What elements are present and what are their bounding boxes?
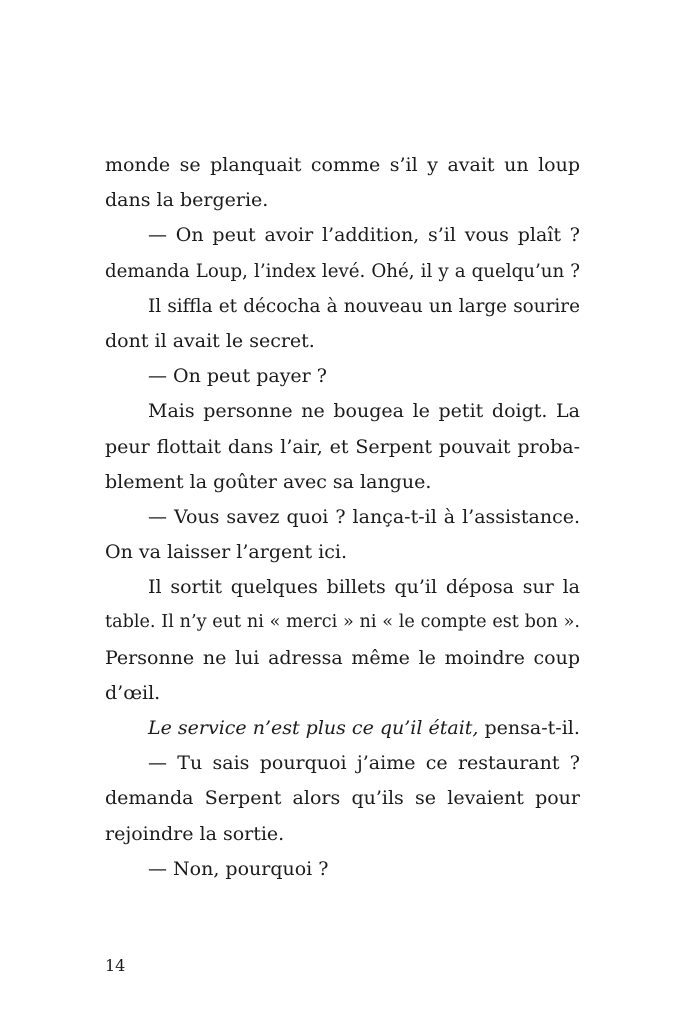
text-line-5: Il siffla et décocha à nouveau un large sourire [148,295,580,317]
text-line-16: d’œil. [105,681,161,704]
text-line-20: rejoindre la sortie. [105,822,285,845]
text-line-13: Il sortit quelques billets qu’il déposa sur la [148,576,580,599]
text-line-10: blement la goûter avec sa langue. [105,470,432,493]
page-number: 14 [105,956,126,975]
text-line-8: Mais personne ne bougea le petit doigt. La [148,400,580,423]
text-line-7: — On peut payer ? [148,365,327,388]
text-line-2: dans la bergerie. [105,189,269,212]
text-line-9: peur flottait dans l’air, et Serpent pouvait proba- [105,435,580,458]
text-line-14: table. Il n’y eut ni « merci » ni « le compte est bon ». [105,612,580,633]
body-text [105,148,580,887]
text-line-12: On va laisser l’argent ici. [105,541,347,564]
italic-thought: Le service n’est plus ce qu’il était, [148,717,479,739]
text-line-19: demanda Serpent alors qu’ils se levaient pour [105,787,580,810]
text-line-21: — Non, pourquoi ? [148,857,329,880]
text-line-18: — Tu sais pourquoi j’aime ce restaurant ? [148,752,580,775]
thought-tag: pensa-t-il. [478,717,580,739]
text-line-11: — Vous savez quoi ? lança-t-il à l’assistance. [148,505,580,528]
text-line-15: Personne ne lui adressa même le moindre coup [105,646,580,669]
text-line-1: monde se planquait comme s’il y avait un loup [105,154,580,176]
text-line-3: — On peut avoir l’addition, s’il vous plaît ? [148,224,580,247]
text-line-17 [105,711,580,746]
text-line-6: dont il avait le secret. [105,329,315,352]
text-line-4: demanda Loup, l’index levé. Ohé, il y a quelqu’un ? [105,260,580,282]
